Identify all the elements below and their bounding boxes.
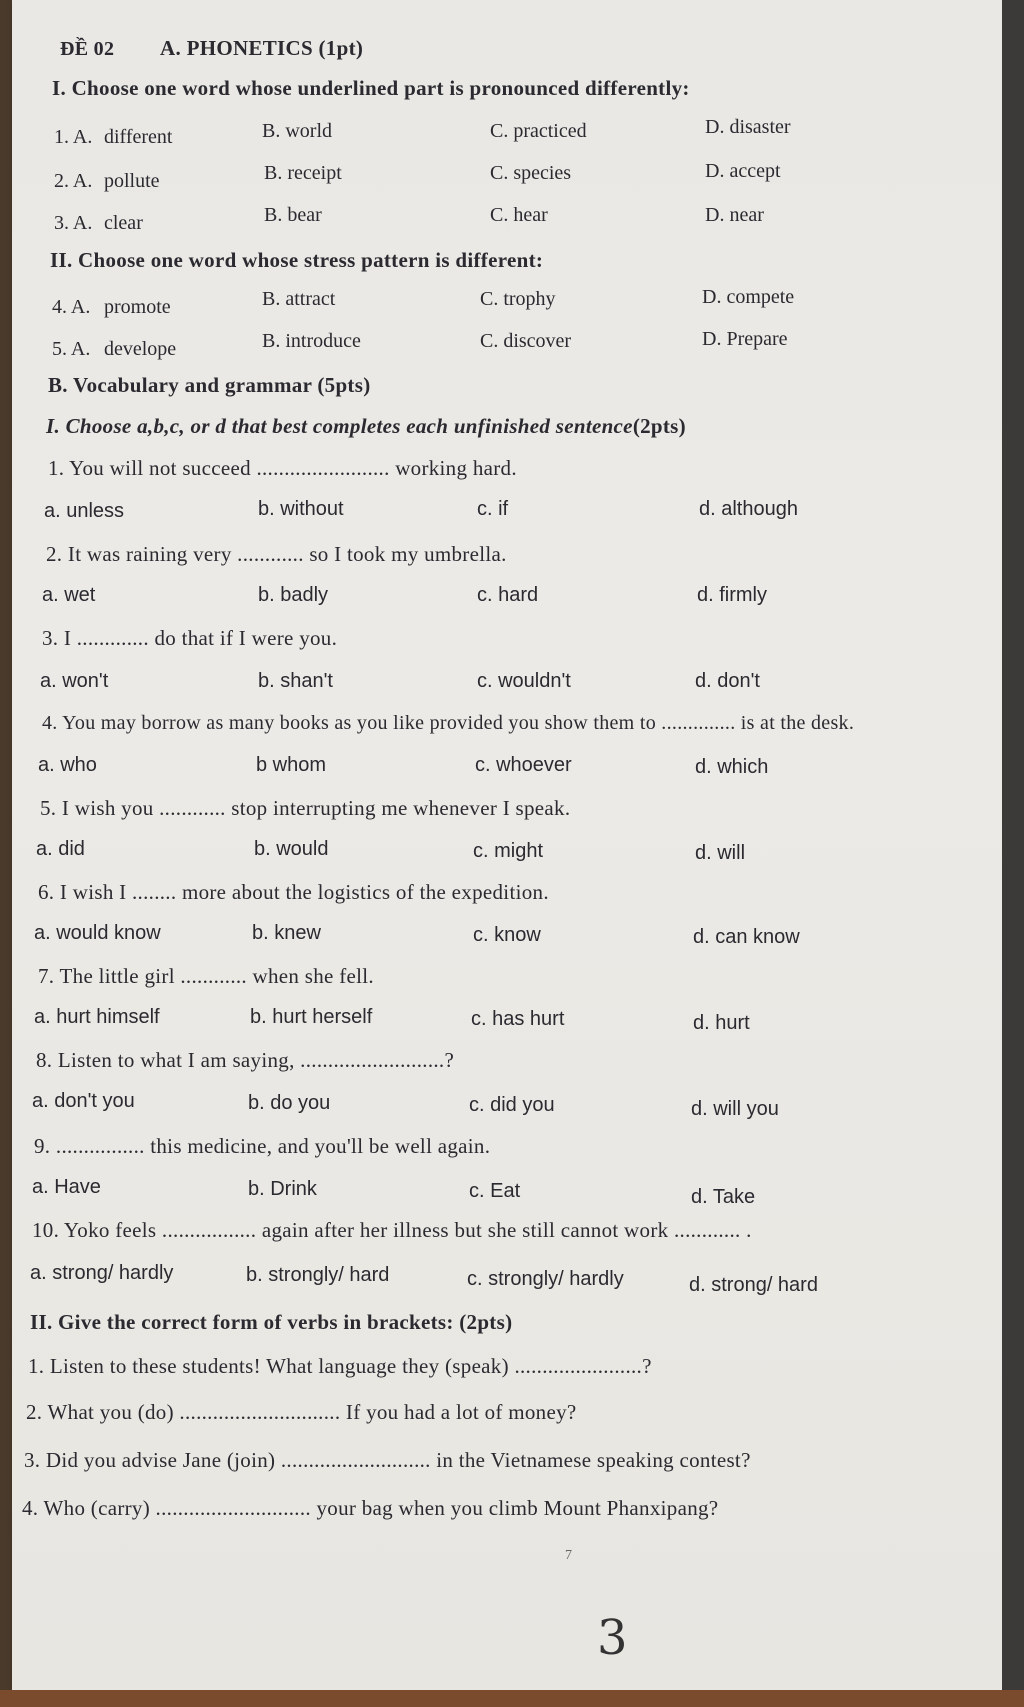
- question-number: 5. A.: [52, 338, 91, 360]
- vocab-question: 1. You will not succeed ........................ working hard.: [48, 456, 517, 480]
- option-a: different: [104, 126, 173, 148]
- option-d: d. which: [695, 756, 769, 778]
- option-b: b whom: [256, 754, 327, 776]
- option-d: d. can know: [693, 926, 800, 948]
- option-a: promote: [104, 296, 171, 318]
- option-d: D. disaster: [705, 116, 791, 138]
- option-d: d. firmly: [697, 584, 767, 606]
- section-a-title: A. PHONETICS (1pt): [160, 36, 364, 60]
- option-a: a. wet: [42, 584, 96, 606]
- option-b: b. Drink: [248, 1178, 317, 1200]
- option-d: D. accept: [705, 160, 781, 182]
- exam-paper: [12, 0, 1002, 1690]
- option-d: d. will: [695, 842, 746, 864]
- option-a: a. would know: [34, 922, 161, 944]
- vocab-part1-title-text: I. Choose a,b,c, or d that best completes each unfinished sentence: [46, 414, 633, 438]
- option-b: b. shan't: [258, 670, 333, 692]
- option-d: d. don't: [695, 670, 760, 692]
- question-number: 2. A.: [54, 170, 93, 192]
- option-a: develope: [104, 338, 177, 360]
- background-edge: [1002, 0, 1024, 1707]
- option-d: D. compete: [702, 286, 795, 308]
- option-c: c. did you: [469, 1094, 555, 1116]
- option-c: c. Eat: [469, 1180, 521, 1202]
- phonetics-part2-title: II. Choose one word whose stress pattern is different:: [50, 248, 544, 272]
- option-c: c. hard: [477, 584, 539, 606]
- option-d: d. will you: [691, 1098, 779, 1120]
- option-c: c. if: [477, 498, 509, 520]
- section-b-title: B. Vocabulary and grammar (5pts): [48, 373, 371, 397]
- option-a: clear: [104, 212, 143, 234]
- option-b: B. introduce: [262, 330, 361, 352]
- option-c: C. trophy: [480, 288, 556, 310]
- option-d: d. hurt: [693, 1012, 750, 1034]
- vocab-question: 2. It was raining very ............ so I took my umbrella.: [46, 542, 507, 566]
- exam-code: ĐỀ 02: [60, 38, 115, 60]
- page-mark: 7: [565, 1548, 572, 1563]
- option-b: b. without: [258, 498, 344, 520]
- phonetics-part1-title: I. Choose one word whose underlined part is pronounced differently:: [52, 76, 690, 100]
- option-b: B. receipt: [264, 162, 342, 184]
- vocab-question: 10. Yoko feels ................. again after her illness but she still cannot work ............ .: [32, 1218, 752, 1242]
- option-d: d. although: [699, 498, 798, 520]
- vocab-question: 8. Listen to what I am saying, ..........................?: [36, 1048, 455, 1072]
- option-c: c. has hurt: [471, 1008, 565, 1030]
- option-c: c. whoever: [475, 754, 572, 776]
- option-b: B. attract: [262, 288, 336, 310]
- vocab-question: 3. I ............. do that if I were you.: [42, 626, 338, 650]
- vocab-question: 7. The little girl ............ when she fell.: [38, 964, 374, 988]
- vocab-question: 9. ................ this medicine, and you'll be well again.: [34, 1134, 491, 1158]
- option-a: pollute: [104, 170, 160, 192]
- vocab-question: 4. You may borrow as many books as you like provided you show them to .............. is at the desk.: [42, 712, 855, 734]
- option-c: c. know: [473, 924, 541, 946]
- option-a: a. unless: [44, 500, 125, 522]
- handwritten-mark: 3: [597, 1610, 628, 1666]
- option-d: D. Prepare: [702, 328, 788, 350]
- option-c: C. practiced: [490, 120, 587, 142]
- vocab-part2-title: II. Give the correct form of verbs in brackets: (2pts): [30, 1310, 513, 1334]
- option-c: C. hear: [490, 204, 548, 226]
- option-a: a. hurt himself: [34, 1006, 160, 1028]
- option-b: b. do you: [248, 1092, 331, 1114]
- option-a: a. strong/ hardly: [30, 1262, 174, 1284]
- option-b: b. would: [254, 838, 329, 860]
- option-d: D. near: [705, 204, 764, 226]
- option-c: c. might: [473, 840, 544, 862]
- verb-question: 2. What you (do) ............................. If you had a lot of money?: [26, 1400, 577, 1424]
- option-b: B. bear: [264, 204, 322, 226]
- question-number: 1. A.: [54, 126, 93, 148]
- option-a: a. did: [36, 838, 85, 860]
- option-c: C. species: [490, 162, 572, 184]
- table-surface: [0, 1690, 1024, 1707]
- option-a: a. don't you: [32, 1090, 135, 1112]
- question-number: 3. A.: [54, 212, 93, 234]
- option-a: a. who: [38, 754, 97, 776]
- option-a: a. won't: [40, 670, 109, 692]
- vocab-question: 5. I wish you ............ stop interrupting me whenever I speak.: [40, 796, 571, 820]
- option-d: d. strong/ hard: [689, 1274, 818, 1296]
- option-d: d. Take: [691, 1186, 756, 1208]
- option-b: b. knew: [252, 922, 321, 944]
- option-a: a. Have: [32, 1176, 101, 1198]
- option-c: c. strongly/ hardly: [467, 1268, 624, 1290]
- option-b: b. hurt herself: [250, 1006, 373, 1028]
- vocab-question: 6. I wish I ........ more about the logistics of the expedition.: [38, 880, 549, 904]
- vocab-part1-title: [46, 414, 686, 439]
- verb-question: 1. Listen to these students! What language they (speak) .......................?: [28, 1354, 652, 1378]
- option-c: C. discover: [480, 330, 572, 352]
- option-b: B. world: [262, 120, 332, 142]
- option-b: b. strongly/ hard: [246, 1264, 390, 1286]
- option-c: c. wouldn't: [477, 670, 571, 692]
- verb-question: 3. Did you advise Jane (join) ........................... in the Vietnamese speaking contest?: [24, 1448, 751, 1472]
- question-number: 4. A.: [52, 296, 91, 318]
- verb-question: 4. Who (carry) ............................ your bag when you climb Mount Phanxipang?: [22, 1496, 719, 1520]
- option-b: b. badly: [258, 584, 329, 606]
- vocab-part1-points: (2pts): [632, 414, 686, 438]
